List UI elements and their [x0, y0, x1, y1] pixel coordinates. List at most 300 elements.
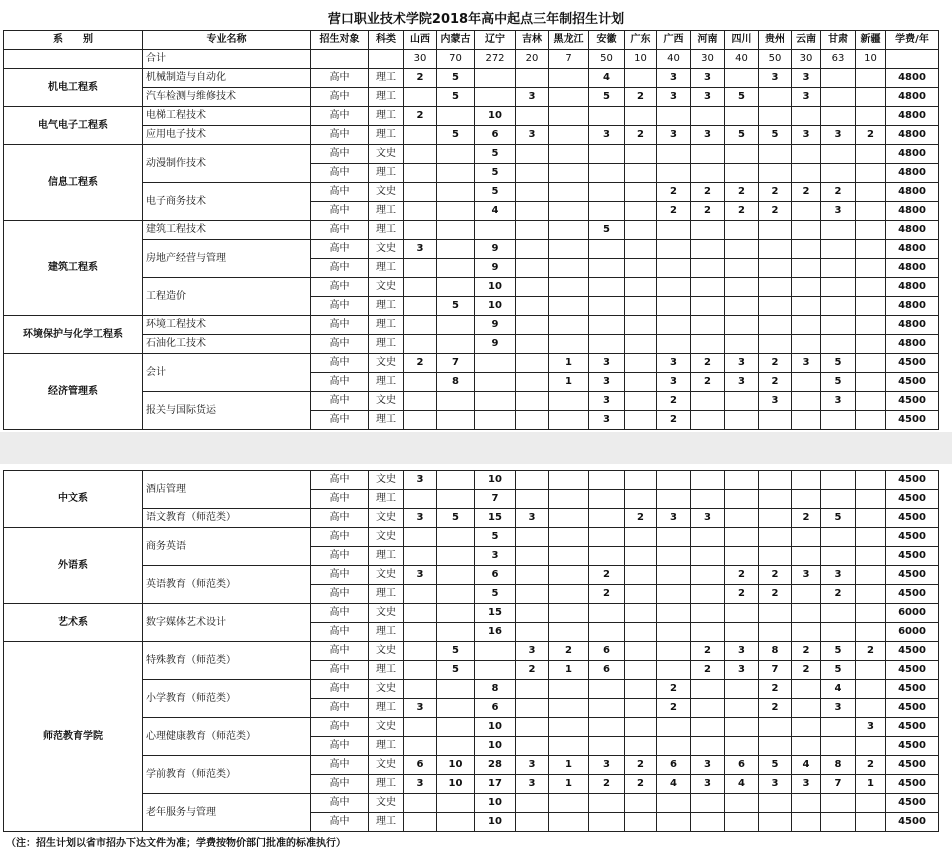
quota-cell [657, 566, 691, 585]
quota-cell [589, 202, 625, 221]
quota-cell [792, 278, 821, 297]
quota-cell [589, 509, 625, 528]
quota-cell [821, 316, 856, 335]
quota-cell [516, 354, 549, 373]
total-empty-fee [886, 50, 939, 69]
quota-cell [657, 794, 691, 813]
total-quota-cell: 10 [625, 50, 657, 69]
quota-cell: 17 [475, 775, 516, 794]
quota-cell: 5 [437, 297, 475, 316]
fee-cell: 4500 [886, 354, 939, 373]
quota-cell [589, 813, 625, 832]
target-cell: 高中 [311, 699, 369, 718]
quota-cell [404, 490, 437, 509]
quota-cell [625, 221, 657, 240]
quota-cell [691, 316, 725, 335]
quota-cell: 2 [725, 566, 759, 585]
quota-cell [549, 813, 589, 832]
quota-cell [657, 642, 691, 661]
quota-cell [437, 604, 475, 623]
quota-cell [821, 528, 856, 547]
quota-cell [625, 316, 657, 335]
quota-cell [759, 145, 792, 164]
category-cell: 理工 [369, 202, 404, 221]
quota-cell [437, 680, 475, 699]
quota-cell [725, 278, 759, 297]
quota-cell [725, 490, 759, 509]
quota-cell: 10 [437, 756, 475, 775]
department-cell: 师范教育学院 [4, 642, 143, 832]
fee-cell: 4500 [886, 585, 939, 604]
fee-cell: 4800 [886, 278, 939, 297]
quota-cell: 2 [856, 642, 886, 661]
quota-cell: 2 [759, 699, 792, 718]
target-cell: 高中 [311, 69, 369, 88]
target-cell: 高中 [311, 661, 369, 680]
quota-cell [516, 259, 549, 278]
major-cell: 工程造价 [143, 278, 311, 316]
quota-cell: 3 [792, 126, 821, 145]
category-cell: 理工 [369, 737, 404, 756]
quota-cell: 3 [792, 566, 821, 585]
major-cell: 石油化工技术 [143, 335, 311, 354]
quota-cell [792, 240, 821, 259]
column-header: 黑龙江 [549, 31, 589, 50]
total-empty-dept [4, 50, 143, 69]
quota-cell [657, 278, 691, 297]
department-cell: 经济管理系 [4, 354, 143, 430]
category-cell: 文史 [369, 183, 404, 202]
quota-cell [691, 392, 725, 411]
quota-cell [437, 240, 475, 259]
quota-cell: 2 [657, 183, 691, 202]
quota-cell [691, 145, 725, 164]
quota-cell [475, 392, 516, 411]
quota-cell [404, 164, 437, 183]
quota-cell: 2 [657, 411, 691, 430]
quota-cell [759, 737, 792, 756]
quota-cell: 3 [792, 775, 821, 794]
quota-cell: 2 [589, 566, 625, 585]
quota-cell [516, 604, 549, 623]
quota-cell [549, 202, 589, 221]
fee-cell: 4800 [886, 335, 939, 354]
quota-cell: 7 [821, 775, 856, 794]
quota-cell [625, 699, 657, 718]
quota-cell [589, 145, 625, 164]
category-cell: 文史 [369, 509, 404, 528]
quota-cell [657, 661, 691, 680]
quota-cell [759, 240, 792, 259]
fee-cell: 4800 [886, 164, 939, 183]
category-cell: 理工 [369, 813, 404, 832]
quota-cell [821, 69, 856, 88]
quota-cell [856, 661, 886, 680]
quota-cell: 2 [759, 354, 792, 373]
quota-cell [691, 471, 725, 490]
category-cell: 理工 [369, 126, 404, 145]
quota-cell [549, 316, 589, 335]
quota-cell [657, 737, 691, 756]
quota-cell: 6 [589, 661, 625, 680]
column-header: 广东 [625, 31, 657, 50]
quota-cell [516, 566, 549, 585]
quota-cell [792, 718, 821, 737]
target-cell: 高中 [311, 335, 369, 354]
quota-cell [625, 202, 657, 221]
fee-cell: 4500 [886, 661, 939, 680]
quota-cell: 1 [549, 373, 589, 392]
quota-cell [657, 316, 691, 335]
sheet-gap [0, 432, 952, 464]
quota-cell [625, 145, 657, 164]
target-cell: 高中 [311, 813, 369, 832]
fee-cell: 6000 [886, 623, 939, 642]
quota-cell [625, 392, 657, 411]
quota-cell [792, 547, 821, 566]
quota-cell: 8 [475, 680, 516, 699]
quota-cell: 10 [475, 471, 516, 490]
target-cell: 高中 [311, 737, 369, 756]
quota-cell [691, 566, 725, 585]
quota-cell [792, 528, 821, 547]
quota-cell [549, 699, 589, 718]
quota-cell [549, 604, 589, 623]
quota-cell [759, 335, 792, 354]
quota-cell [821, 240, 856, 259]
category-cell: 文史 [369, 354, 404, 373]
quota-cell [437, 699, 475, 718]
quota-cell [691, 297, 725, 316]
quota-cell [691, 585, 725, 604]
quota-cell [856, 259, 886, 278]
quota-cell: 3 [589, 354, 625, 373]
quota-cell: 1 [549, 775, 589, 794]
fee-cell: 4800 [886, 126, 939, 145]
quota-cell [657, 547, 691, 566]
quota-cell [725, 335, 759, 354]
quota-cell: 2 [856, 756, 886, 775]
quota-cell [516, 794, 549, 813]
quota-cell: 2 [691, 354, 725, 373]
quota-cell [691, 221, 725, 240]
major-cell: 特殊教育（师范类） [143, 642, 311, 680]
total-empty-target [311, 50, 369, 69]
quota-cell [657, 623, 691, 642]
quota-cell: 3 [691, 69, 725, 88]
quota-cell [589, 297, 625, 316]
quota-cell [404, 585, 437, 604]
quota-cell [725, 718, 759, 737]
quota-cell [691, 737, 725, 756]
category-cell: 文史 [369, 278, 404, 297]
fee-cell: 4500 [886, 737, 939, 756]
fee-cell: 4500 [886, 813, 939, 832]
fee-cell: 4500 [886, 509, 939, 528]
quota-cell [821, 278, 856, 297]
quota-cell [404, 145, 437, 164]
category-cell: 文史 [369, 604, 404, 623]
quota-cell: 15 [475, 509, 516, 528]
quota-cell [404, 278, 437, 297]
quota-cell [657, 585, 691, 604]
department-cell: 信息工程系 [4, 145, 143, 221]
category-cell: 文史 [369, 680, 404, 699]
quota-cell [691, 604, 725, 623]
major-cell: 环境工程技术 [143, 316, 311, 335]
quota-cell [437, 183, 475, 202]
total-quota-cell: 63 [821, 50, 856, 69]
fee-cell: 4800 [886, 297, 939, 316]
quota-cell [691, 164, 725, 183]
quota-cell [437, 202, 475, 221]
quota-cell: 4 [589, 69, 625, 88]
quota-cell [625, 278, 657, 297]
quota-cell [625, 240, 657, 259]
quota-cell [437, 737, 475, 756]
major-cell: 电梯工程技术 [143, 107, 311, 126]
table-row [4, 566, 939, 585]
target-cell: 高中 [311, 392, 369, 411]
quota-cell [549, 680, 589, 699]
quota-cell: 3 [821, 392, 856, 411]
quota-cell: 2 [625, 88, 657, 107]
quota-cell [589, 164, 625, 183]
quota-cell [657, 221, 691, 240]
quota-cell: 2 [759, 183, 792, 202]
quota-cell [549, 737, 589, 756]
quota-cell: 3 [589, 373, 625, 392]
quota-cell [589, 259, 625, 278]
quota-cell [516, 718, 549, 737]
quota-cell [549, 623, 589, 642]
quota-cell: 3 [404, 240, 437, 259]
quota-cell [856, 699, 886, 718]
quota-cell [759, 411, 792, 430]
quota-cell: 10 [475, 813, 516, 832]
quota-cell [821, 259, 856, 278]
quota-cell [792, 471, 821, 490]
quota-cell [759, 813, 792, 832]
quota-cell [759, 547, 792, 566]
quota-cell: 8 [821, 756, 856, 775]
quota-cell [625, 471, 657, 490]
quota-cell: 2 [404, 69, 437, 88]
fee-cell: 4500 [886, 794, 939, 813]
quota-cell [516, 547, 549, 566]
quota-cell [589, 278, 625, 297]
quota-cell [792, 699, 821, 718]
quota-cell [516, 69, 549, 88]
fee-cell: 4800 [886, 316, 939, 335]
target-cell: 高中 [311, 316, 369, 335]
quota-cell [821, 623, 856, 642]
major-cell: 动漫制作技术 [143, 145, 311, 183]
major-cell: 语文教育（师范类） [143, 509, 311, 528]
quota-cell [437, 221, 475, 240]
quota-cell: 3 [821, 126, 856, 145]
column-header: 新疆 [856, 31, 886, 50]
quota-cell: 5 [759, 756, 792, 775]
quota-cell [437, 107, 475, 126]
quota-cell: 5 [759, 126, 792, 145]
category-cell: 文史 [369, 145, 404, 164]
quota-cell: 3 [589, 392, 625, 411]
quota-cell [549, 794, 589, 813]
quota-cell [725, 604, 759, 623]
quota-cell [404, 794, 437, 813]
quota-cell [759, 528, 792, 547]
quota-cell [759, 794, 792, 813]
quota-cell [691, 718, 725, 737]
quota-cell [589, 737, 625, 756]
quota-cell: 5 [437, 509, 475, 528]
quota-cell [759, 718, 792, 737]
quota-cell [404, 88, 437, 107]
quota-cell [625, 813, 657, 832]
quota-cell [625, 354, 657, 373]
quota-cell [856, 354, 886, 373]
quota-cell [437, 718, 475, 737]
quota-cell: 3 [691, 88, 725, 107]
target-cell: 高中 [311, 718, 369, 737]
quota-cell: 5 [475, 585, 516, 604]
quota-cell: 6 [725, 756, 759, 775]
quota-cell [404, 259, 437, 278]
quota-cell: 3 [404, 699, 437, 718]
quota-cell [792, 316, 821, 335]
fee-cell: 4800 [886, 221, 939, 240]
quota-cell: 3 [589, 126, 625, 145]
quota-cell [856, 164, 886, 183]
category-cell: 文史 [369, 718, 404, 737]
quota-cell [516, 240, 549, 259]
table-row [4, 392, 939, 411]
quota-cell: 1 [856, 775, 886, 794]
quota-cell [404, 661, 437, 680]
quota-cell [475, 411, 516, 430]
quota-cell [821, 335, 856, 354]
quota-cell [725, 699, 759, 718]
quota-cell [625, 547, 657, 566]
quota-cell [404, 202, 437, 221]
fee-cell: 4800 [886, 88, 939, 107]
quota-cell [856, 240, 886, 259]
table-row [4, 183, 939, 202]
quota-cell [437, 813, 475, 832]
quota-cell [625, 335, 657, 354]
quota-cell [725, 737, 759, 756]
quota-cell [792, 813, 821, 832]
table-row [4, 335, 939, 354]
quota-cell [691, 813, 725, 832]
target-cell: 高中 [311, 585, 369, 604]
quota-cell: 2 [821, 585, 856, 604]
quota-cell: 5 [725, 126, 759, 145]
quota-cell: 10 [475, 107, 516, 126]
quota-cell: 2 [691, 373, 725, 392]
quota-cell: 2 [691, 202, 725, 221]
quota-cell: 9 [475, 240, 516, 259]
category-cell: 理工 [369, 107, 404, 126]
table-row [4, 680, 939, 699]
quota-cell: 5 [821, 661, 856, 680]
quota-cell [759, 164, 792, 183]
quota-cell: 1 [549, 354, 589, 373]
quota-cell: 2 [589, 585, 625, 604]
major-cell: 报关与国际货运 [143, 392, 311, 430]
quota-cell [856, 202, 886, 221]
quota-cell [437, 335, 475, 354]
quota-cell [475, 373, 516, 392]
quota-cell [856, 585, 886, 604]
quota-cell [856, 88, 886, 107]
column-header: 云南 [792, 31, 821, 50]
total-quota-cell: 30 [691, 50, 725, 69]
category-cell: 理工 [369, 547, 404, 566]
major-cell: 建筑工程技术 [143, 221, 311, 240]
column-header: 河南 [691, 31, 725, 50]
quota-cell: 5 [475, 164, 516, 183]
quota-cell [589, 623, 625, 642]
quota-cell [549, 335, 589, 354]
quota-cell [657, 259, 691, 278]
quota-cell [725, 528, 759, 547]
quota-cell: 3 [657, 373, 691, 392]
fee-cell: 6000 [886, 604, 939, 623]
total-quota-cell: 70 [437, 50, 475, 69]
quota-cell [625, 164, 657, 183]
quota-cell: 2 [792, 661, 821, 680]
quota-cell: 2 [725, 183, 759, 202]
quota-cell: 2 [792, 642, 821, 661]
table-row [4, 240, 939, 259]
quota-cell [856, 547, 886, 566]
quota-cell [516, 202, 549, 221]
quota-cell: 3 [657, 509, 691, 528]
quota-cell [404, 737, 437, 756]
quota-cell [589, 490, 625, 509]
total-quota-cell: 40 [725, 50, 759, 69]
quota-cell: 6 [475, 699, 516, 718]
column-header: 辽宁 [475, 31, 516, 50]
quota-cell [725, 221, 759, 240]
quota-cell [516, 471, 549, 490]
major-cell: 学前教育（师范类） [143, 756, 311, 794]
major-cell: 小学教育（师范类） [143, 680, 311, 718]
quota-cell [725, 547, 759, 566]
quota-cell [404, 813, 437, 832]
quota-cell: 1 [549, 661, 589, 680]
fee-cell: 4500 [886, 775, 939, 794]
quota-cell [516, 392, 549, 411]
quota-cell [589, 604, 625, 623]
quota-cell [516, 411, 549, 430]
quota-cell: 9 [475, 335, 516, 354]
fee-cell: 4800 [886, 240, 939, 259]
total-empty-category [369, 50, 404, 69]
quota-cell: 9 [475, 316, 516, 335]
quota-cell [516, 699, 549, 718]
quota-cell: 3 [821, 566, 856, 585]
quota-cell: 2 [657, 699, 691, 718]
fee-cell: 4500 [886, 699, 939, 718]
table-row [4, 69, 939, 88]
category-cell: 理工 [369, 335, 404, 354]
category-cell: 文史 [369, 794, 404, 813]
quota-cell: 2 [759, 202, 792, 221]
quota-cell [404, 623, 437, 642]
